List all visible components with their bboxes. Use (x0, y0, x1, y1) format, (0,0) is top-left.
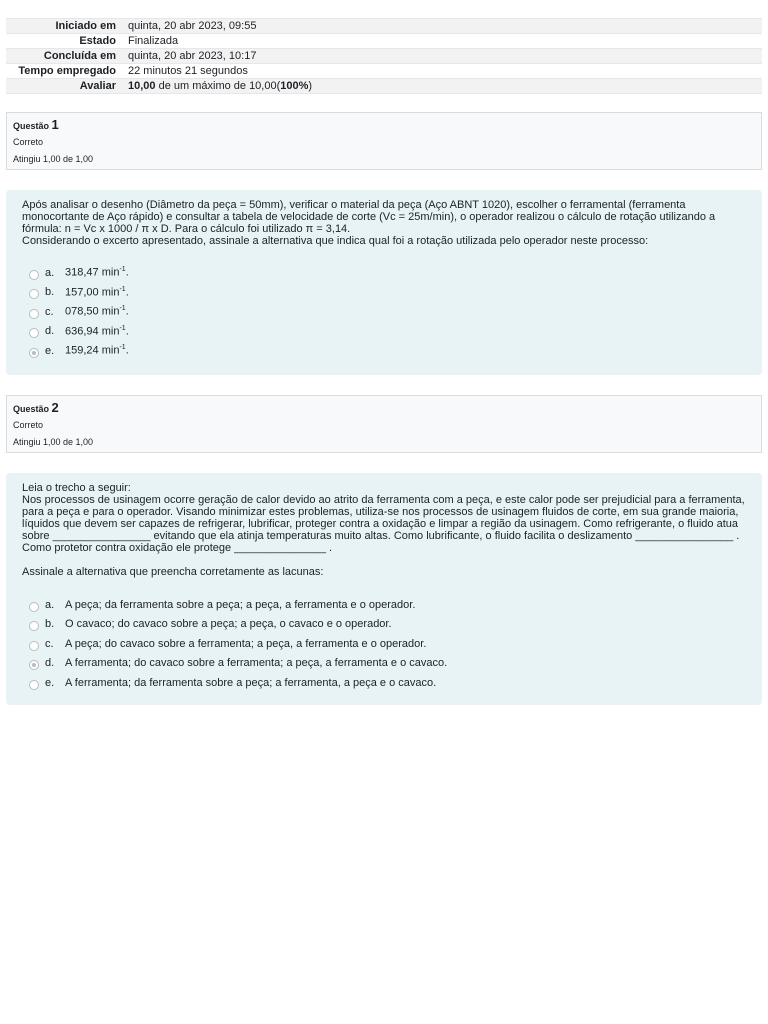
summary-grade-value (122, 79, 762, 93)
question-text (22, 199, 746, 247)
radio-button[interactable] (29, 270, 39, 280)
answer-letter: a. (45, 266, 55, 279)
answer-unit: min (101, 306, 120, 319)
answer-option-b[interactable] (22, 283, 746, 303)
answer-unit-exponent: -1 (119, 324, 126, 332)
answer-unit-exponent: -1 (119, 285, 126, 293)
question-paragraph: Assinale a alternativa que preencha corretamente as lacunas: (22, 566, 324, 578)
question-number-value: 2 (51, 400, 59, 415)
answer-letter: b. (45, 618, 55, 631)
radio-button[interactable] (29, 328, 39, 338)
question-content-2 (6, 473, 762, 705)
radio-button[interactable] (29, 289, 39, 299)
radio-button[interactable] (29, 309, 39, 319)
grade-score: 10,00 (128, 80, 156, 92)
summary-row-state (6, 33, 762, 48)
summary-row-completed (6, 48, 762, 63)
answer-unit: min (101, 286, 120, 299)
summary-label: Estado (79, 35, 116, 47)
answer-letter: c. (45, 637, 54, 650)
question-paragraph (22, 554, 746, 566)
answer-list (22, 595, 746, 693)
radio-button[interactable] (29, 621, 39, 631)
answer-letter: d. (45, 325, 55, 338)
answer-unit: min (101, 345, 120, 358)
summary-label: Iniciado em (55, 20, 116, 32)
answer-text: A peça; do cavaco sobre a ferramenta; a peça, a ferramenta e o operador. (65, 637, 427, 650)
answer-text: O cavaco; do cavaco sobre a peça; a peça, o cavaco e o operador. (65, 618, 392, 631)
question-state: Correto (13, 137, 44, 147)
question-paragraph: Leia o trecho a seguir: (22, 482, 131, 494)
summary-row-started (6, 18, 762, 33)
question-paragraph: Após analisar o desenho (Diâmetro da peça = 50mm), verificar o material da peça (Aço ABNT 1020), escolher o ferramental (ferramenta monocortante de Aço rápido) e consultar a tabela de velocidade de corte (Vc = 25m/min), o operador realizou o cálculo de rotação utilizando a fórmula: n = Vc x 1000 / π x D. Para o cálculo foi utilizado π = 3,14. (22, 199, 716, 235)
question-grade: Atingiu 1,00 de 1,00 (13, 154, 94, 164)
answer-letter: c. (45, 305, 54, 318)
answer-option-a[interactable] (22, 263, 746, 283)
summary-label: Avaliar (79, 80, 116, 92)
answer-option-d[interactable] (22, 654, 746, 674)
answer-unit: min (101, 267, 120, 280)
question-state: Correto (13, 420, 44, 430)
answer-unit-exponent: -1 (119, 344, 126, 352)
answer-letter: b. (45, 286, 55, 299)
question-prefix: Questão (13, 404, 50, 414)
question-number-value: 1 (51, 117, 59, 132)
answer-text: 636,94 $\min^{-1}$. (65, 324, 129, 338)
grade-suffix: ) (308, 80, 313, 92)
answer-value: 159,24 (65, 345, 99, 358)
answer-option-c[interactable] (22, 302, 746, 322)
question-number (13, 401, 755, 416)
answer-value: 157,00 (65, 286, 99, 299)
answer-option-e[interactable] (22, 341, 746, 361)
answer-option-c[interactable] (22, 634, 746, 654)
summary-value: 22 minutos 21 segundos (128, 65, 248, 77)
answer-list (22, 263, 746, 361)
question-text (22, 482, 746, 578)
answer-option-a[interactable] (22, 595, 746, 615)
summary-value: quinta, 20 abr 2023, 10:17 (128, 50, 257, 62)
answer-text: 318,47 $\min^{-1}$. (65, 266, 129, 280)
question-info-1 (6, 112, 762, 170)
answer-unit: min (101, 325, 120, 338)
answer-value: 636,94 (65, 325, 99, 338)
radio-button[interactable] (29, 641, 39, 651)
answer-value: 318,47 (65, 267, 99, 280)
summary-value: quinta, 20 abr 2023, 09:55 (128, 20, 257, 32)
answer-text: A peça; da ferramenta sobre a peça; a peça, a ferramenta e o operador. (65, 598, 416, 611)
answer-letter: d. (45, 657, 55, 670)
answer-text: 157,00 $\min^{-1}$. (65, 285, 129, 299)
grade-percent: 100% (280, 80, 309, 92)
question-grade: Atingiu 1,00 de 1,00 (13, 437, 94, 447)
question-prefix: Questão (13, 121, 50, 131)
answer-text: A ferramenta; da ferramenta sobre a peça; a ferramenta, a peça e o cavaco. (65, 676, 437, 689)
question-number (13, 118, 755, 133)
summary-row-grade (6, 78, 762, 94)
question-content-1 (6, 190, 762, 375)
answer-letter: e. (45, 676, 55, 689)
question-paragraph: Nos processos de usinagem ocorre geração de calor devido ao atrito da ferramenta com a peça, e este calor pode ser prejudicial para a ferramenta, para a peça e para o operador. Visando minimizar estes problemas, utiliza-se nos processos de usinagem fluidos de corte, em sua grande maioria, líquidos que devem ser capazes de refrigerar, lubrificar, proteger contra a oxidação e limpar a região da usinagem. Como refrigerante, o fluido atua sobre ________________ evitando que ela atinja temperaturas muito altas. Como lubrificante, o fluido facilita o deslizamento ________________ . Como protetor contra oxidação ele protege _______________ . (22, 494, 745, 554)
answer-letter: e. (45, 344, 55, 357)
summary-label: Concluída em (43, 50, 116, 62)
answer-option-e[interactable] (22, 673, 746, 693)
grade-middle: de um máximo de 10,00( (155, 80, 281, 92)
radio-button-selected[interactable] (29, 348, 39, 358)
radio-button[interactable] (29, 602, 39, 612)
answer-text: 159,24 $\min^{-1}$. (65, 344, 129, 358)
answer-option-b[interactable] (22, 615, 746, 635)
radio-button[interactable] (29, 680, 39, 690)
answer-letter: a. (45, 598, 55, 611)
answer-unit-exponent: -1 (119, 266, 126, 274)
question-paragraph: Considerando o excerto apresentado, assinale a alternativa que indica qual foi a rotação utilizada pelo operador neste processo: (22, 235, 649, 247)
summary-label: Tempo empregado (18, 65, 116, 77)
question-info-2 (6, 395, 762, 453)
answer-text: A ferramenta; do cavaco sobre a ferramenta; a peça, a ferramenta e o cavaco. (65, 657, 448, 670)
attempt-summary-table (6, 18, 762, 94)
radio-button-selected[interactable] (29, 660, 39, 670)
answer-value: 078,50 (65, 306, 99, 319)
summary-row-time-taken (6, 63, 762, 78)
answer-unit-exponent: -1 (119, 305, 126, 313)
answer-text: 078,50 $\min^{-1}$. (65, 305, 129, 319)
summary-value: Finalizada (128, 35, 179, 47)
answer-option-d[interactable] (22, 322, 746, 342)
